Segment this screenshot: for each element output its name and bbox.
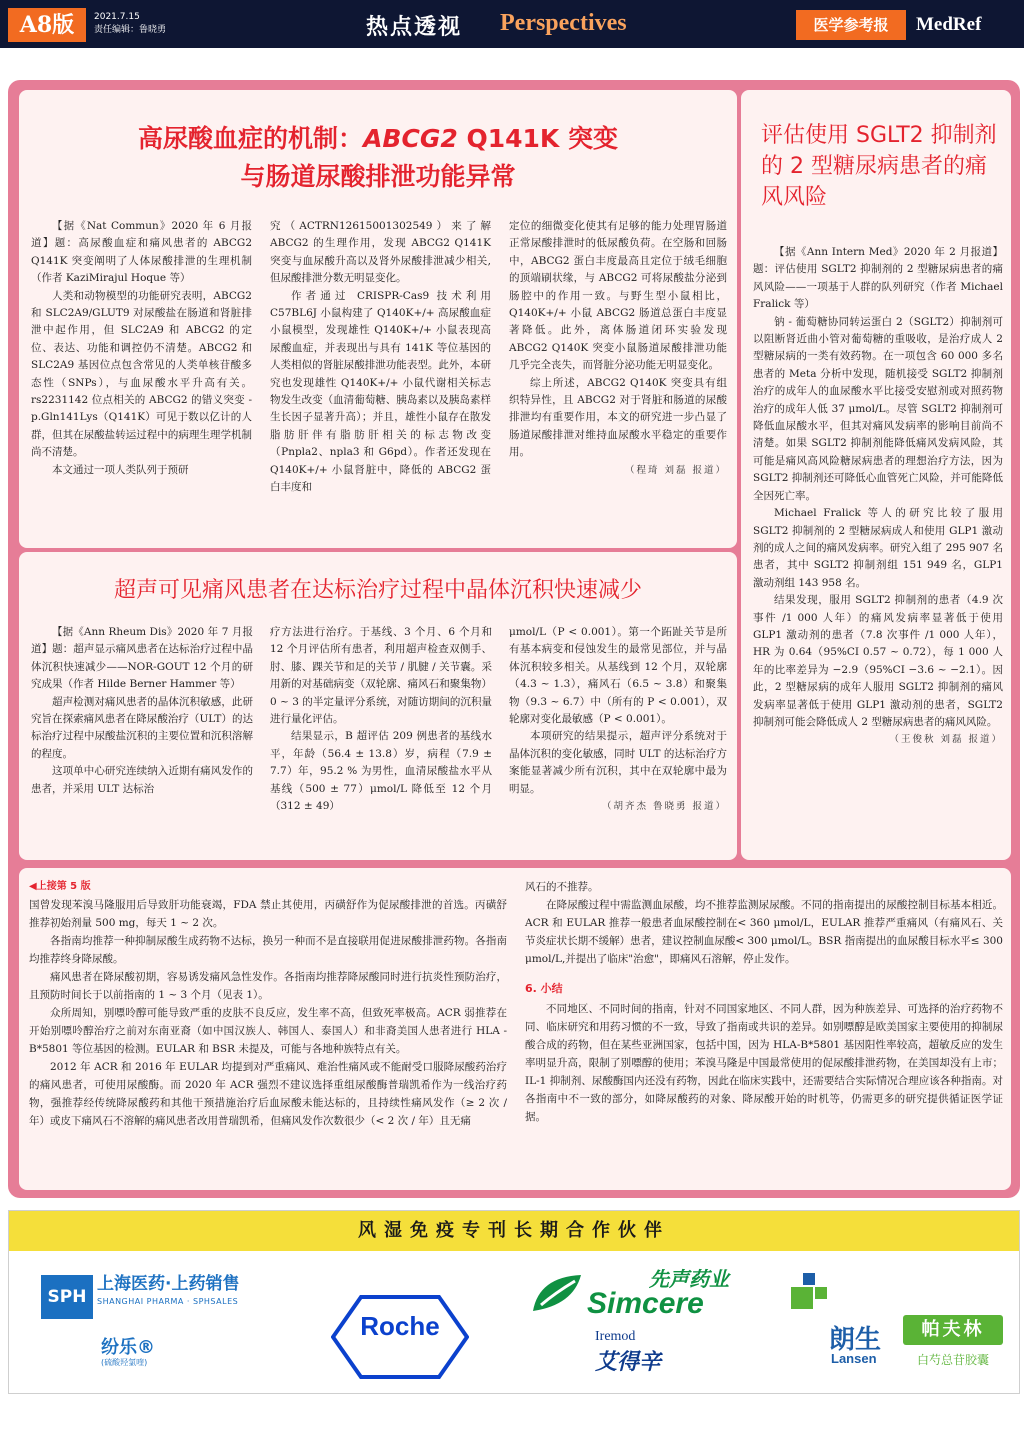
- simcere-name-cn: 先声药业: [649, 1267, 729, 1291]
- paragraph: 本项研究的结果提示，超声评分系统对于晶体沉积的变化敏感，同时 ULT 的达标治疗方案能显著减少所有沉积，其中在双轮廓中最为明显。: [509, 730, 727, 795]
- paragraph: 这项单中心研究连续纳入近期有痛风发作的患者，并采用 ULT 达标治: [31, 765, 253, 795]
- pafulin-brand: 帕夫林: [903, 1315, 1003, 1345]
- brand-name-cn: 医学参考报: [796, 10, 906, 40]
- article-abcg2-col1: [31, 218, 252, 479]
- lansen-name-cn: 朗生: [829, 1325, 882, 1355]
- paragraph: 众所周知，别嘌呤醇可能导致严重的皮肤不良反应，发生率不高，但致死率极高。ACR 弱推荐在开始别嘌呤醇治疗之前对东南亚裔（如中国汉族人、韩国人、泰国人）和非裔美国人患者进行 HLA - B*5801 等位基因的检测。EULAR 和 BSR 未提及，可能与各地种族特点有关。: [29, 1007, 507, 1055]
- lansen-name-en: Lansen: [831, 1351, 877, 1366]
- sph-logo-mark: SPH: [41, 1275, 93, 1319]
- paragraph: 国曾发现苯溴马隆服用后导致肝功能衰竭，FDA 禁止其使用，丙磺舒作为促尿酸排泄的首选。丙磺舒推荐初始剂量 500 mg，每天 1 ~ 2 次。: [29, 899, 507, 929]
- paragraph: 本文通过一项人类队列于预研: [52, 463, 189, 476]
- fenle-brand: 纷乐®: [101, 1337, 155, 1358]
- article-ultrasound-col2: [270, 624, 492, 815]
- continued-from-label[interactable]: ◀上接第 5 版: [29, 881, 91, 892]
- header-meta: [94, 11, 166, 37]
- article-guidelines-continued: [19, 868, 1011, 1190]
- article-guidelines-col1: [29, 878, 507, 1130]
- paragraph: 【据《Ann Intern Med》2020 年 2 月报道】题：评估使用 SGLT2 抑制剂的 2 型糖尿病患者的痛风风险——一项基于人群的队列研究（作者 Michael Fralick 等）: [753, 246, 1003, 311]
- article-sglt2-body: [753, 244, 1003, 749]
- section-title-cn: 热点透视: [366, 15, 463, 40]
- title-line2: 与肠道尿酸排泄功能异常: [240, 162, 516, 191]
- paragraph: 【据《Nat Commun》2020 年 6 月报道】题：高尿酸血症和痛风患者的 ABCG2 Q141K 突变阐明了人体尿酸排泄的生理机制（作者 KaziMirajul Hoque 等）: [31, 220, 252, 285]
- sph-name: 上海医药·上药销售: [97, 1274, 240, 1294]
- section-title-en: Perspectives: [500, 10, 627, 36]
- title-line1-pre: 高尿酸血症的机制：: [138, 124, 364, 153]
- simcere-name-en: Simcere: [587, 1287, 704, 1320]
- article-abcg2: [19, 90, 737, 548]
- partners-panel: [8, 1210, 1020, 1394]
- article-sglt2: [741, 90, 1011, 860]
- article-ultrasound-col1: [31, 624, 253, 798]
- responsible-editor: 责任编辑：鲁晓勇: [94, 25, 167, 35]
- brand-name-en: MedRef: [916, 14, 982, 35]
- fenle-subtitle: (硫酸羟氯喹): [101, 1358, 148, 1367]
- article-abcg2-col2: [270, 218, 491, 497]
- paragraph: 在降尿酸过程中需监测血尿酸，均不推荐监测尿尿酸。不同的指南提出的尿酸控制目标基本相近。ACR 和 EULAR 推荐一般患者血尿酸控制在< 360 μmol/L，EULAR 推荐严重痛风（有痛风石、关节炎症状长期不缓解）患者，建议控制血尿酸< 300 μmol/L。BSR 指南提出的血尿酸目标水平≤ 300 μmol/L,并提出了临床"治愈"，即痛风石溶解，停止发作。: [525, 899, 1003, 965]
- article-abcg2-col3: [509, 218, 727, 479]
- reporter-byline: （王俊秋 刘磊 报道）: [889, 734, 1003, 746]
- reporter-byline: （胡齐杰 鲁晓勇 报道）: [601, 801, 727, 813]
- partners-banner: 风湿免疫专刊长期合作伙伴: [9, 1211, 1019, 1251]
- issue-date: 2021.7.15: [94, 12, 140, 22]
- pafulin-subtitle: 白芍总苷胶囊: [916, 1353, 989, 1367]
- page-header: [0, 0, 1024, 48]
- paragraph: 超声检测对痛风患者的晶体沉积敏感，此研究旨在探索痛风患者在降尿酸治疗（ULT）的达标治疗过程中尿酸盐沉积的主要位置和沉积溶解的程度。: [31, 695, 253, 760]
- article-ultrasound-col3: [509, 624, 727, 815]
- roche-wordmark: Roche: [360, 1311, 440, 1341]
- paragraph: 综上所述，ABCG2 Q140K 突变具有组织特异性，且 ABCG2 对于肾脏和肠道的尿酸排泄均有重要作用，本文的研究进一步凸显了肠道尿酸排泄对维持血尿酸水平稳定的重要作用。: [509, 376, 727, 459]
- iremod-name-en: Iremod: [595, 1329, 636, 1344]
- simcere-leaf-icon: [529, 1271, 585, 1319]
- title-line1-italic: ABCG2: [363, 124, 458, 153]
- paragraph: 2012 年 ACR 和 2016 年 EULAR 均提到对严重痛风、难治性痛风或不能耐受口服降尿酸药治疗的痛风患者，可使用尿酸酶。而 2020 年 ACR 强烈不建议选择重组尿酸酶普瑞凯希作为一线治疗药物，强推荐经传统降尿酸药和其他干预措施治疗后血尿酸未能达标的，且持续性痛风发作（≥ 2 次 / 年）或皮下痛风石不溶解的痛风患者改用普瑞凯希，但痛风发作次数很少（< 2 次 / 年）且无痛: [29, 1061, 507, 1127]
- paragraph: 风石的不推荐。: [525, 881, 599, 893]
- reporter-byline: （程琦 刘磊 报道）: [624, 464, 727, 476]
- article-ultrasound-title: 超声可见痛风患者在达标治疗过程中晶体沉积快速减少: [113, 578, 642, 603]
- paragraph: 结果发现，服用 SGLT2 抑制剂的患者（4.9 次事件 /1 000 人年）的痛风发病率显著低于使用 GLP1 激动剂的患者（7.8 次事件 /1 000 人年），HR 为 0.64（95%CI 0.57 ~ 0.72），每 1 000 人年的比率差异为 −2.9（95%CI −3.6 ~ −2.1）。因此，2 型糖尿病的成年人服用 SGLT2 抑制剂的痛风发病率显著低于使用 GLP1 激动剂的患者，SGLT2 抑制剂可能会降低成人 2 型糖尿病患者的痛风风险。: [753, 594, 1003, 728]
- sph-subtitle: SHANGHAI PHARMA · SPHSALES: [97, 1297, 239, 1306]
- paragraph: 定位的细微变化使其有足够的能力处理胃肠道正常尿酸排泄时的低尿酸负荷。在空肠和回肠中，ABCG2 蛋白丰度最高且定位于绒毛细胞的顶端刷状缘，与 ABCG2 可将尿酸盐分泌到肠腔中的作用一致。与野生型小鼠相比，Q140K+/+ 小鼠 ABCG2 肠道总蛋白丰度显著降低。此外，离体肠道闭环实验发现 ABCG2 Q140K 突变小鼠肠道尿酸排泄功能几乎完全丧失，而肾脏分泌功能无明显变化。: [509, 220, 727, 372]
- article-guidelines-col2: [525, 878, 1003, 1126]
- edition-badge: A8版: [8, 8, 86, 42]
- article-ultrasound: [19, 552, 737, 860]
- paragraph: μmol/L（P < 0.001）。第一个跖趾关节是所有基本病变和侵蚀发生的最常见部位，并与晶体沉积较多相关。从基线到 12 个月，双轮廓（4.3 ~ 1.3），痛风石（6.5 ~ 3.8）和聚集物（9.3 ~ 6.7）中（所有的 P < 0.001），双轮廓对变化最敏感（P < 0.001）。: [509, 626, 727, 726]
- paragraph: 各指南均推荐一种抑制尿酸生成药物不达标，换另一种而不是直接联用促进尿酸排泄药物。各指南均推荐终身降尿酸。: [29, 935, 507, 965]
- paragraph: 痛风患者在降尿酸初期，容易诱发痛风急性发作。各指南均推荐降尿酸同时进行抗炎性预防治疗，且预防时间长于以前指南的 1 ~ 3 个月（见表 1）。: [29, 971, 507, 1001]
- paragraph: 究（ACTRN12615001302549）来了解 ABCG2 的生理作用，发现 ABCG2 Q141K 突变与血尿酸升高以及肾外尿酸排泄减少相关,但尿酸排泄分数无明显变化。: [270, 220, 491, 285]
- title-line1-post: Q141K 突变: [457, 124, 618, 153]
- paragraph: 作者通过 CRISPR-Cas9 技术利用 C57BL6J 小鼠构建了 Q140K+/+ 高尿酸血症小鼠模型，发现雄性 Q140K+/+ 小鼠表现高尿酸血症，并表现出与具有 141K 等位基因的人类相似的肾脏尿酸排泄功能表型。此外，本研究也发现雄性 Q140K+/+ 小鼠代谢相关标志物发生改变（血清葡萄糖、胰岛素以及胰岛素样生长因子显著升高）；并且，雄性小鼠存在散发脂肪肝伴有脂肪肝相关的标志物改变（Pnpla2、npla3 和 G6pd）。作者还发现在 Q140K+/+ 小鼠肾脏中，降低的 ABCG2 蛋白丰度和: [270, 289, 491, 494]
- section-heading: 6. 小结: [525, 982, 563, 995]
- paragraph: 不同地区、不同时间的指南，针对不同国家地区、不同人群，因为种族差异、可选择的治疗药物不同、临床研究和用药习惯的不一致，导致了指南或共识的差异。如别嘌醇是欧美国家主要使用的抑制尿酸合成的药物，但在某些亚洲国家，包括中国，因为 HLA-B*5801 基因阳性率较高，超敏反应的发生率明显升高，限制了别嘌醇的使用；苯溴马隆是中国最常使用的促尿酸排泄药物，在美国却没有上市；IL-1 抑制剂、尿酸酶国内还没有药物，因此在临床实践中，还需要结合实际情况合理应该各种指南。对各指南中不一致的部分，如降尿酸药的对象、降尿酸开始的时机等，仍需更多的研究提供循证医学证据。: [525, 1003, 1003, 1123]
- iremod-name-cn: 艾得辛: [595, 1350, 662, 1375]
- paragraph: 【据《Ann Rheum Dis》2020 年 7 月报道】题：超声显示痛风患者在达标治疗过程中晶体沉积快速减少——NOR-GOUT 12 个月的研究成果（作者 Hilde Berner Hammer 等）: [31, 626, 253, 691]
- paragraph: 钠 - 葡萄糖协同转运蛋白 2（SGLT2）抑制剂可以阻断肾近曲小管对葡萄糖的重吸收，是治疗成人 2 型糖尿病的一类有效药物。在一项包含 60 000 多名患者的 Meta 分析中发现，随机接受 SGLT2 抑制剂治疗的成年人的血尿酸水平比接受安慰剂或对照药物治疗的成年人低 37 μmol/L。尽管 SGLT2 抑制剂可降低血尿酸水平，但其对痛风发病率的影响目前尚不清楚。如果 SGLT2 抑制剂能降低痛风发病风险，其可能是痛风高风险糖尿病患者的理想治疗方法，因为 SGLT2 抑制剂还可降低心血管死亡风险，并可能降低全因死亡率。: [753, 315, 1003, 502]
- paragraph: 结果显示，B 超评估 209 例患者的基线水平，年龄（56.4 ± 13.8）岁，病程（7.9 ± 7.7）年，95.2 % 为男性，血清尿酸盐水平从基线（500 ± 77）μmol/L 降低至 12 个月（312 ± 49）: [270, 730, 492, 813]
- article-abcg2-title: [19, 120, 737, 196]
- paragraph: 疗方法进行治疗。于基线、3 个月、6 个月和 12 个月评估所有患者，利用超声检查双侧手、肘、膝、踝关节和足的关节 / 肌腱 / 关节囊。采用新的对基础病变（双轮廓、痛风石和聚集物）0 ~ 3 的半定量评分系统，对随访期间的沉积量进行量化评估。: [270, 626, 492, 726]
- paragraph: 人类和动物模型的功能研究表明，ABCG2 和 SLC2A9/GLUT9 对尿酸盐在肠道和肾脏排泄中起作用，但 SLC2A9 和 ABCG2 的定位、表达、功能和调控仍不清楚。ABCG2 和 SLC2A9 基因位点包含常见的人类单核苷酸多态性（SNPs），与血尿酸水平升高有关。rs2231142 位点相关的 ABCG2 的错义突变 -p.Gln141Lys（Q141K）可见于数以亿计的人群，但其在尿酸盐转运过程中的病理生理学机制尚不清楚。: [31, 289, 252, 459]
- paragraph: Michael Fralick 等人的研究比较了服用 SGLT2 抑制剂的 2 型糖尿病成人和使用 GLP1 激动剂的成人之间的痛风发病率。研究入组了 295 907 名患者，其中 SGLT2 抑制剂组 151 949 名，GLP1 激动剂组 143 958 名。: [753, 507, 1003, 589]
- article-sglt2-title: 评估使用 SGLT2 抑制剂的 2 型糖尿病患者的痛风风险: [761, 123, 997, 210]
